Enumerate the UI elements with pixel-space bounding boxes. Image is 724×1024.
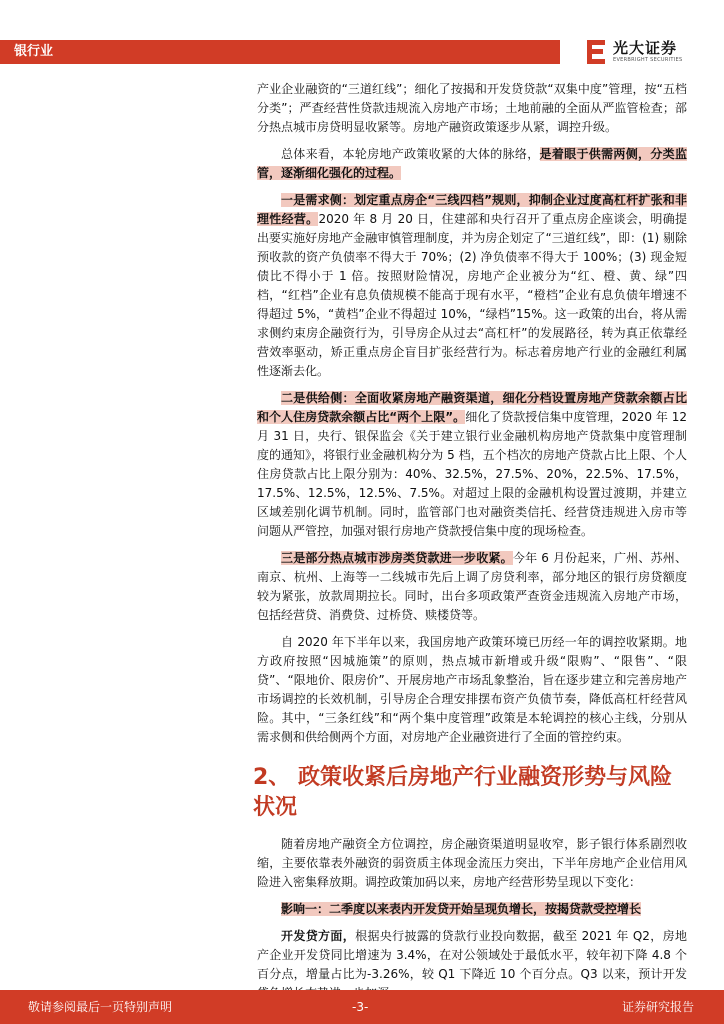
paragraph-4-highlight: 二是供给侧：全面收紧房地产融资渠道，细化分档设置房地产贷款余额占比和个人住房贷款余额占比“两个上限”。	[257, 391, 687, 424]
section-title	[253, 763, 687, 823]
paragraph-3-highlight: 一是需求侧：划定重点房企“三线四档”规则，抑制企业过度高杠杆扩张和非理性经营。	[257, 193, 687, 226]
paragraph-3	[257, 191, 687, 381]
paragraph-9-text: 根据央行披露的贷款行业投向数据，截至 2021 年 Q2，房地产企业开发贷同比增速为 3.4%，在对公领域处于最低水平，较年初下降 4.8 个百分点，增量占比为-3.26%，较 Q1 下降近 10 个百分点。Q3 以来，预计开发	[257, 929, 687, 981]
paragraph-6: 自 2020 年下半年以来，我国房地产政策环境已历经一年的调控收紧期。地方政府按照“因城施策”的原则，热点城市新增或升级“限购”、“限售”、“限贷”、“限地价、限房价”、开展房地产市场乱象整治，旨在逐步建立和完善房地产市场调控的长效机制，引导房企合理安排摆布资产负债节奏，降低高杠杆经营风险。其中，“三条红线”和“两个集中度管理”政策是本轮调控的核心主线，分别从需求侧和供给侧两个方面，对房地产企业融资进行了全面的管控约束。	[257, 635, 687, 744]
paragraph-7: 随着房地产融资全方位调控，房企融资渠道明显收窄，影子银行体系剧烈收缩，主要依靠表外融资的弱资质主体现金流压力突出，下半年房地产企业信用风险进入密集释放期。调控政策加码以来，房地产经营形势呈现以下变化：	[257, 837, 687, 889]
paragraph-5	[257, 549, 687, 625]
paragraph-9-lead: 开发贷方面，	[281, 929, 356, 943]
page-number: -3-	[352, 1000, 369, 1014]
impact-one-heading: 影响一：二季度以来表内开发贷开始呈现负增长，按揭贷款受控增长	[281, 902, 642, 916]
report-type: 证券研究报告	[621, 1000, 694, 1014]
paragraph-4	[257, 389, 687, 541]
footer-band	[0, 990, 724, 1024]
logo-name: 光大证券	[613, 39, 678, 57]
brand-logo	[585, 36, 715, 70]
paragraph-3-text: 2020 年 8 月 20 日，住建部和央行召开了重点房企座谈会，明确提出要实施好房地产金融审慎管理制度，并为房企划定了“三道红线”，即：(1) 剔除预收款的资产负债率不得大于 70%；(2) 净负债率不得大于 100%；(3) 现金短债比不得小于 1 倍。按照财险情况，房地产企业被分为“红、橙、黄、绿”四档，“红档”企业有息负债规模不能高于现有水平，“橙档”企业有息负债年增速不得超过 5%，“黄档”企业不得超过 10%，“绿档”15%。这一政策的出台，将从需求侧约束房企融资行为，引导房企从过去“高杠杆”的发展路径，转为真正依靠经营效率驱动，矫正重点房企盲目扩张经营行为。标志着房地产行业的金融红利属性逐渐去化。	[257, 212, 687, 378]
paragraph-5-text: 今年 6 月份起来，广州、苏州、南京、杭州、上海等一二线城市先后上调了房贷利率，部分地区的银行房贷额度较为紧张，放款周期拉长。同时，出台多项政策严查资金违规流入房地产市场，包括经营贷、消费贷、过桥贷、赎楼贷等。	[257, 551, 687, 622]
paragraph-5-highlight: 三是部分热点城市涉房类贷款进一步收紧。	[281, 551, 513, 565]
paragraph-4-text: 细化了贷款授信集中度管理，2020 年 12 月 31 日，央行、银保监会《关于建立银行业金融机构房地产贷款集中度管理制度的通知》，将银行业金融机构分为 5 档，五个档次的房地产贷款占比上限、个人住房贷款占比上限分别为：40%、32.5%，27.5%、20%，22.5%、17.5%，17.5%、12.5%，12.5%、7.5%。对超过上限的金融机构设置过渡期，并建立区域差别化调节机制。同时，监管部门也对融资类信托、经营贷违规进入房市等问题从严管控，加强对银行房地产贷款授信集中度的现场检查。	[257, 410, 687, 538]
disclaimer-note: 敬请参阅最后一页特别声明	[28, 1000, 173, 1014]
paragraph-2-highlight: 是着眼于供需两侧，分类监管，逐渐细化强化的过程。	[257, 147, 687, 180]
everbright-logo-icon	[585, 36, 607, 66]
section-title-line-2: 状况	[253, 795, 298, 820]
section-title-line-1: 2、 政策收紧后房地产行业融资形势与风险	[253, 765, 672, 790]
report-body	[253, 80, 687, 1011]
logo-subtitle: EVERBRIGHT SECURITIES	[613, 57, 683, 63]
paragraph-2-text: 总体来看，本轮房地产政策收紧的大体的脉络，	[281, 147, 540, 161]
paragraph-2	[257, 145, 687, 183]
industry-label: 银行业	[14, 44, 54, 59]
paragraph-1: 产业企业融资的“三道红线”；细化了按揭和开发贷贷款“双集中度”管理，按“五档分类”；严查经营性贷款违规流入房地产市场；土地前融的全面从严监管检查；部分热点城市房贷明显收紧等。房地产融资政策逐步从紧，调控升级。	[257, 82, 687, 134]
header-band	[0, 40, 560, 64]
paragraph-8	[257, 900, 687, 919]
